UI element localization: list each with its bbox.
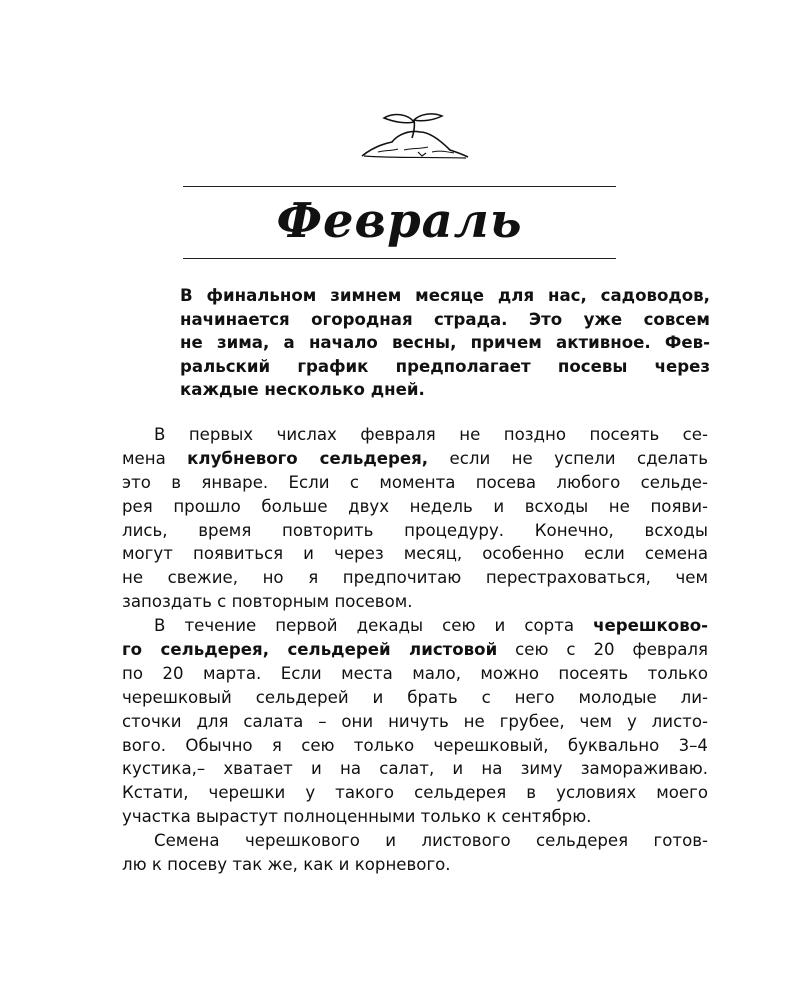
body-line	[122, 781, 708, 805]
body-line	[122, 805, 708, 829]
body-line	[122, 829, 708, 853]
title-bottom-rule	[183, 258, 616, 259]
body-line	[122, 566, 708, 590]
text-run: В течение первой декады сею и сорта	[154, 616, 594, 636]
body-line	[122, 495, 708, 519]
text-run: это в январе. Если с момента посева любого сельде-	[122, 472, 708, 492]
bold-term: го сельдерея, сельдерей листовой	[122, 640, 498, 660]
text-run: запоздать с повторным посевом.	[122, 592, 413, 612]
text-run: В первых числах февраля не поздно посеять се-	[154, 425, 708, 444]
body-line	[122, 710, 708, 734]
bold-term: клубневого сельдерея,	[187, 448, 429, 468]
text-run: если не успели сделать	[428, 448, 708, 468]
body-line	[122, 542, 708, 566]
lead-line: ральский график предполагает посевы через	[180, 356, 710, 376]
text-run: участка вырастут полноценными только к сентябрю.	[122, 807, 592, 827]
body-line	[122, 423, 708, 447]
lead-line: каждые несколько дней.	[180, 380, 425, 400]
text-run: рея прошло больше двух недель и всходы не появи-	[122, 496, 708, 516]
lead-line: начинается огородная страда. Это уже совсем	[180, 309, 710, 329]
body-line	[122, 471, 708, 495]
body-line	[122, 447, 708, 471]
lead-paragraph	[180, 284, 710, 402]
text-run: не свежие, но я предпочитаю перестраховаться, чем	[122, 568, 708, 588]
body-line	[122, 638, 708, 662]
text-run: лю к посеву так же, как и корневого.	[122, 855, 451, 875]
bold-term: черешково-	[593, 616, 708, 636]
text-run: кустика,– хватает и на салат, и на зиму замораживаю.	[122, 759, 708, 779]
body-line	[122, 686, 708, 710]
text-run: Семена черешкового и листового сельдерея готов-	[154, 831, 708, 851]
body-text	[122, 423, 708, 877]
body-line	[122, 590, 708, 614]
sprout-icon	[358, 112, 474, 168]
body-line	[122, 662, 708, 686]
text-run: Кстати, черешки у такого сельдерея в условиях моего	[122, 783, 708, 803]
title-top-rule	[183, 186, 616, 187]
body-line	[122, 853, 708, 877]
body-line	[122, 757, 708, 781]
text-run: черешковый сельдерей и брать с него молодые ли-	[122, 687, 708, 707]
text-run: могут появиться и через месяц, особенно если семена	[122, 544, 708, 564]
text-run: сею с 20 февраля	[497, 640, 709, 660]
body-line	[122, 734, 708, 758]
text-run: сточки для салата – они ничуть не грубее, чем у листо-	[122, 711, 708, 731]
lead-line: В финальном зимнем месяце для нас, садоводов,	[180, 286, 710, 305]
body-line	[122, 519, 708, 543]
text-run: лись, время повторить процедуру. Конечно, всходы	[122, 520, 708, 540]
text-run: мена	[122, 448, 188, 468]
text-run: вого. Обычно я сею только черешковый, буквально 3–4	[122, 735, 708, 755]
body-line	[122, 614, 708, 638]
chapter-title: Февраль	[276, 193, 523, 249]
text-run: по 20 марта. Если места мало, можно посеять только	[122, 663, 708, 683]
lead-line: не зима, а начало весны, причем активное. Фев-	[180, 333, 710, 353]
